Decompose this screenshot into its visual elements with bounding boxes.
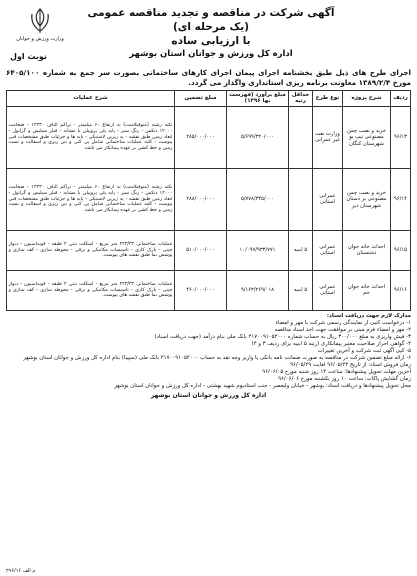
row-no: ۹۶/۱۳ xyxy=(391,106,411,168)
issuer-name: اداره کل ورزش و جوانان استان بوشهر xyxy=(129,49,293,59)
notice-subtitle: با ارزیابی ساده xyxy=(171,35,251,47)
table-header-row xyxy=(7,91,411,107)
note-line: زمان فروش اسناد: از تاریخ ۹۶/۰۵/۲۲ لغایت ۹۶/۰۵/۲۹ xyxy=(290,361,411,368)
round-label: نوبت اول xyxy=(10,52,47,61)
row-no: ۹۶/۱۵ xyxy=(391,230,411,270)
project-type: عمرانی استانی xyxy=(313,270,343,310)
footer-issuer: اداره کل ورزش و جوانان استان بوشهر xyxy=(150,391,267,399)
table-row xyxy=(7,168,411,230)
operations-description: عملیات ساختمانی ۲۲۳/۳۲ متر مربع - اسکلت بتنی ۲ طبقه - فونداسیون - دیوار چینی - نازک کاری - تاسیسات مکانیکی و برقی - محوطه سازی - کف سازی و پوشش نما طبق نقشه های پیوست. xyxy=(7,270,175,310)
note-line: زمان گشایش پاکات: ساعت ۱۰ روز یکشنبه مورخ ۹۶/۰۶/۰۶ xyxy=(278,375,411,382)
table-row xyxy=(7,270,411,310)
emblem-icon xyxy=(25,6,55,36)
guarantee-amount: ۲۸۵/۰۰۰/۰۰۰ xyxy=(175,106,227,168)
note-line: ۱- درخواست کتبی از نمایندگی رسمی شرکت با مهر و امضاء xyxy=(275,319,411,326)
header xyxy=(6,4,411,68)
col-header-rank: حداقل رتبه xyxy=(289,91,313,107)
estimate-amount: ۱۰/۰۹۷/۹۳۳/۷۷۱ xyxy=(227,230,289,270)
note-line: ۳- فیش واریزی به مبلغ ۳۰۰/۰۰۰ ریال به حساب شماره ۲۱۷۰۰۹۱۰۵۴۰۰۰ بانک ملی بنام درآمد (جهت دریافت اسناد) xyxy=(154,333,411,340)
note-line: محل تحویل پیشنهادها و دریافت اسناد: بوشهر - خیابان ولیعصر - جنب استادیوم شهید بهشتی - اداره کل ورزش و جوانان استان بوشهر xyxy=(114,382,411,389)
project-type: وزارت نفت غیر عمرانی xyxy=(313,106,343,168)
title-block xyxy=(81,6,341,60)
min-rank xyxy=(289,106,313,168)
min-rank: ۵ ابنیه xyxy=(289,230,313,270)
note-line: ۵- کپی آگهی ثبت شرکت و آخرین تغییرات xyxy=(317,347,411,354)
guarantee-amount: ۲۸۸/۰۰۰/۰۰۰ xyxy=(175,168,227,230)
table-row xyxy=(7,106,411,168)
project-name: خرید و نصب چمن مصنوعی تیپ یو شهرستان کنگان xyxy=(343,106,391,168)
min-rank: ۵ ابنیه xyxy=(289,270,313,310)
col-header-guarantee: مبلغ تضمین xyxy=(175,91,227,107)
col-header-project: شرح پروژه xyxy=(343,91,391,107)
note-line: مدارک لازم جهت دریافت اسناد: xyxy=(326,312,411,319)
table-row xyxy=(7,230,411,270)
project-name: خرید و نصب چمن مصنوعی بر دستان شهرستان دیر xyxy=(343,168,391,230)
project-type: عمرانی استانی xyxy=(313,168,343,230)
estimate-amount: ۵/۶۹۹/۳۲۰/۰۰۰ xyxy=(227,106,289,168)
project-type: عمرانی استانی xyxy=(313,230,343,270)
estimate-amount: ۹/۱۶۳/۲۶۹/۰۱۸ xyxy=(227,270,289,310)
col-header-type: نوع طرح xyxy=(313,91,343,107)
guarantee-amount: ۵۱۰/۰۰۰/۰۰۰ xyxy=(175,230,227,270)
notice-title: آگهی شرکت در مناقصه و تجدید مناقصه عمومی (یک مرحله ای) xyxy=(87,7,335,33)
note-line: ۴- گواهی احراز صلاحیت معتبر پیمانکاری (رتبه ۵ ابنیه برای ردیف ۳ و ۴) xyxy=(251,340,411,347)
row-no: ۹۶/۱۶ xyxy=(391,270,411,310)
note-line: ۶- ارائه مبلغ تضمین شرکت در مناقصه به صورت ضمانت نامه بانکی یا واریز وجه نقد به حساب ۲۱۷۰۰۹۱۰۵۴۰۰۰ بانک ملی (سپیبا) بنام اداره کل ورزش و جوانان استان بوشهر xyxy=(23,354,411,361)
col-header-row-no: ردیف xyxy=(391,91,411,107)
document-number: م الف ۲۹۶/۱۶ xyxy=(6,568,36,574)
note-line: ۲- مهر و امضاء فرم مبنی بر موافقت جهت اخذ اسناد مناقصه xyxy=(274,326,411,333)
operations-description: نکته رشته (منوفیلامنت) به ارتفاع ۶۰ میلیمتر - تراکم الیاف ۱۳۲۳۰ - ضخامت ۱۲۰۰۰ دتکس - رنگ سبز - پایه پلی پروپیلن یا مشابه - فیلر سیلیس و گرانول - ابعاد زمین طبق نقشه - پد زیرین لاستیکی - پایه ها و جزئیات طبق مشخصات فنی پیوست - کلیه عملیات ساختمانی شامل پی کنی و بتن ریزی و آسفالت و تست زمین و خط کشی بر عهده پیمانکار می باشد. xyxy=(7,106,175,168)
intro-paragraph: اجرای طرح های ذیل طبق بخشنامه اجرای پیمان اجرای کارهای ساختمانی بصورت سر جمع به شماره ۶۴۰۵/۱۰۰ مورخ ۱۳۸۹/۲/۴ معاونت برنامه ریزی استانداری واگذار می گردد. xyxy=(6,68,411,87)
min-rank xyxy=(289,168,313,230)
operations-description: نکته رشته (منوفیلامنت) به ارتفاع ۶۰ میلیمتر - تراکم الیاف ۱۳۲۳۰ - ضخامت ۱۲۰۰۰ دتکس - رنگ سبز - پایه پلی پروپیلن یا مشابه - فیلر سیلیس و گرانول - ابعاد زمین طبق نقشه - پد زیرین لاستیکی - پایه ها و جزئیات طبق مشخصات فنی پیوست - کلیه عملیات ساختمانی شامل پی کنی و بتن ریزی و آسفالت و تست زمین و خط کشی بر عهده پیمانکار می باشد. xyxy=(7,168,175,230)
col-header-operations: شرح عملیات xyxy=(7,91,175,107)
ministry-name: وزارت ورزش و جوانان xyxy=(16,36,64,42)
row-no: ۹۶/۱۴ xyxy=(391,168,411,230)
estimate-amount: ۵/۷۷۸/۳۴۵/۰۰۰ xyxy=(227,168,289,230)
notes-section xyxy=(6,313,411,390)
guarantee-amount: ۴۶۰/۰۰۰/۰۰۰ xyxy=(175,270,227,310)
col-header-estimate: مبلغ برآورد (فهرست بها ۱۳۹۶) xyxy=(227,91,289,107)
note-line: آخرین مهلت تحویل پیشنهادها: ساعت ۱۴ روز شنبه مورخ ۹۶/۰۶/۰۵ xyxy=(262,368,411,375)
tender-table xyxy=(6,90,411,311)
project-name: احداث خانه جوان جم xyxy=(343,270,391,310)
operations-description: عملیات ساختمانی ۲۲۳/۳۲ متر مربع - اسکلت بتنی ۲ طبقه - فونداسیون - دیوار چینی - نازک کاری - تاسیسات مکانیکی و برقی - محوطه سازی - کف سازی و پوشش نما طبق نقشه های پیوست. xyxy=(7,230,175,270)
project-name: احداث خانه جوان دشتستان xyxy=(343,230,391,270)
